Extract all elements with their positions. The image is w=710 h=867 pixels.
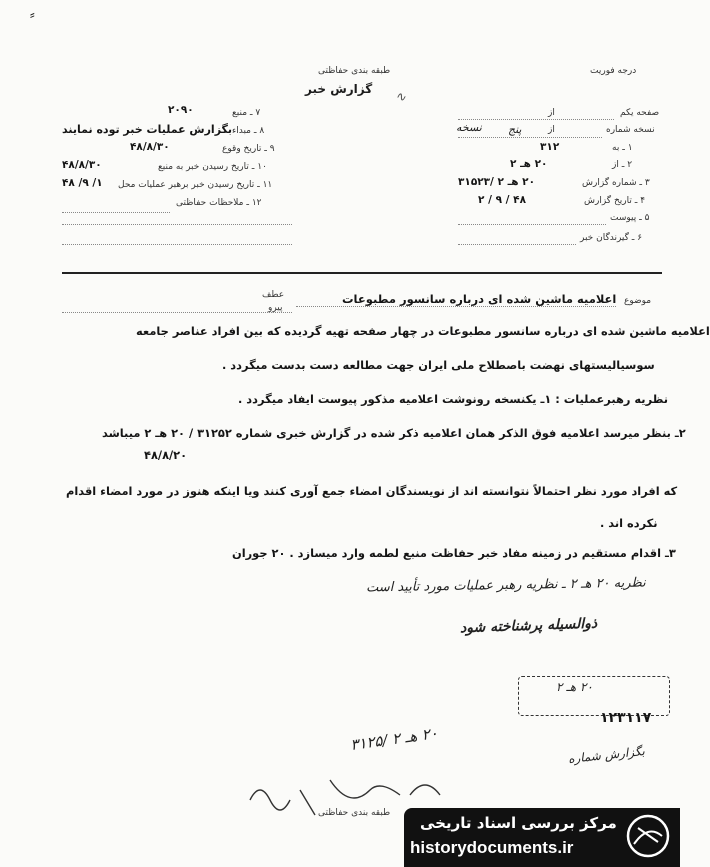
item6-line — [458, 244, 576, 245]
subject-text: اعلامیه ماشین شده ای درباره سانسور مطبوعات — [342, 292, 617, 306]
handwritten-note-1: نظریه ۲۰ هـ ۲ ـ نظریه رهبر عملیات مورد تأیید است — [365, 575, 646, 596]
item10-value: ۴۸/۸/۳۰ — [62, 159, 102, 171]
item4-label: ۴ ـ تاریخ گزارش — [584, 196, 646, 206]
security-class-header: طبقه بندی حفاظتی — [318, 66, 391, 76]
subject-underline — [62, 312, 292, 313]
security-class-footer: طبقه بندی حفاظتی — [318, 808, 391, 818]
corner-mark: ⸗ — [30, 7, 35, 23]
body-p1-line2: سوسیالیستهای نهضت باصطلاح ملی ایران جهت مطالعه دست بدست میگردد . — [222, 358, 655, 372]
item2-value: ۲۰ هـ ۲ — [510, 158, 548, 170]
separator-rule — [62, 272, 662, 274]
body-p3-line1: ۲ـ بنظر میرسد اعلامیه فوق الذکر همان اعلامیه ذکر شده در گزارش خبری شماره ۳۱۲۵۲ / ۲۰ هـ ۲ میباشد — [102, 426, 686, 440]
item5-label: ۵ ـ پیوست — [610, 213, 650, 223]
logo-line-1: مرکز بررسی اسناد تاریخی — [420, 814, 617, 832]
item8-label: ۸ ـ مبداء — [232, 126, 265, 136]
page-of-label: از — [548, 108, 555, 118]
item4-value: ۴۸ / ۹ / ۲ — [478, 194, 526, 206]
item12-line — [62, 212, 170, 213]
page-line — [458, 119, 614, 120]
subject-line — [296, 306, 616, 307]
body-p4-line1: که افراد مورد نظر احتمالاً نتوانسته اند از نویسندگان امضاء جمع آوری کنند ویا اینکه هنوز در مورد امضاء اقدام — [66, 484, 678, 498]
stamp-big-number: ۱۲۳۱۱۷ — [600, 710, 652, 726]
bottom-reference: ۲۰ هـ ۲ /۳۱۲۵ — [349, 723, 439, 755]
urgency-label: درجه فوریت — [590, 66, 637, 76]
item11-value: ۱/ ۹/ ۴۸ — [62, 177, 103, 189]
subject-side-b: پیرو — [268, 303, 283, 313]
copy-value-a: نسخه — [456, 121, 482, 134]
body-p3-date: ۴۸/۸/۲۰ — [144, 448, 188, 462]
subject-label: موضوع — [624, 296, 652, 306]
copy-value-b: پنج — [508, 123, 522, 136]
header-scribble: ∿ — [395, 90, 406, 105]
item2-label: ۲ ـ از — [612, 160, 633, 170]
item1-label: ۱ ـ به — [612, 143, 633, 153]
copy-of-label: از — [548, 125, 555, 135]
item9-label: ۹ ـ تاریخ وقوع — [222, 144, 275, 154]
subject-side-a: عطف — [262, 290, 285, 300]
item5-line — [458, 224, 606, 225]
copy-line — [458, 137, 602, 138]
bottom-note: بگزارش شماره — [567, 744, 646, 766]
blank-line-1 — [62, 224, 292, 225]
item12-label: ۱۲ ـ ملاحظات حفاظتی — [176, 198, 262, 208]
item3-label: ۳ ـ شماره گزارش — [582, 178, 650, 188]
item9-value: ۴۸/۸/۳۰ — [130, 141, 170, 153]
logo-line-2: historydocuments.ir — [410, 838, 574, 857]
form-title: گزارش خبر — [305, 82, 373, 96]
item11-label: ۱۱ ـ تاریخ رسیدن خبر برهبر عملیات محل — [118, 180, 273, 190]
item1-value: ۳۱۲ — [540, 141, 560, 153]
item8-value: بگزارش عملیات خبر توده نمایند — [62, 123, 233, 136]
blank-line-2 — [62, 244, 292, 245]
item6-label: ۶ ـ گیرندگان خبر — [580, 233, 643, 243]
stamp-number: ۲۰ هـ ۲ — [556, 680, 593, 694]
body-p2-line: نظریه رهبرعملیات : ۱ـ یکنسخه رونوشت اعلامیه مذکور پیوست ایفاد میگردد . — [238, 392, 669, 406]
logo-emblem-icon — [620, 810, 676, 862]
item3-value: ۲۰ هـ ۲ /۳۱۵۲۳ — [458, 176, 535, 188]
body-p5-line: ۳ـ اقدام مستقیم در زمینه مفاد خبر حفاظت منبع لطمه وارد میسازد . ۲۰ جوران — [232, 546, 676, 560]
handwritten-note-2: ذوالسیله پرشناخته شود — [459, 615, 598, 637]
item7-value: ۲۰۹۰ — [168, 104, 194, 116]
page-label: صفحه یکم — [620, 108, 660, 118]
body-p4-line2: نکرده اند . — [600, 516, 658, 530]
copy-label: نسخه شماره — [606, 125, 655, 135]
item10-label: ۱۰ ـ تاریخ رسیدن خبر به منبع — [158, 162, 267, 172]
item7-label: ۷ ـ منبع — [232, 108, 261, 118]
body-p1-line1: اعلامیه ماشین شده ای درباره سانسور مطبوعات در چهار صفحه تهیه گردیده که بین افراد عناصر جامعه — [136, 324, 710, 338]
